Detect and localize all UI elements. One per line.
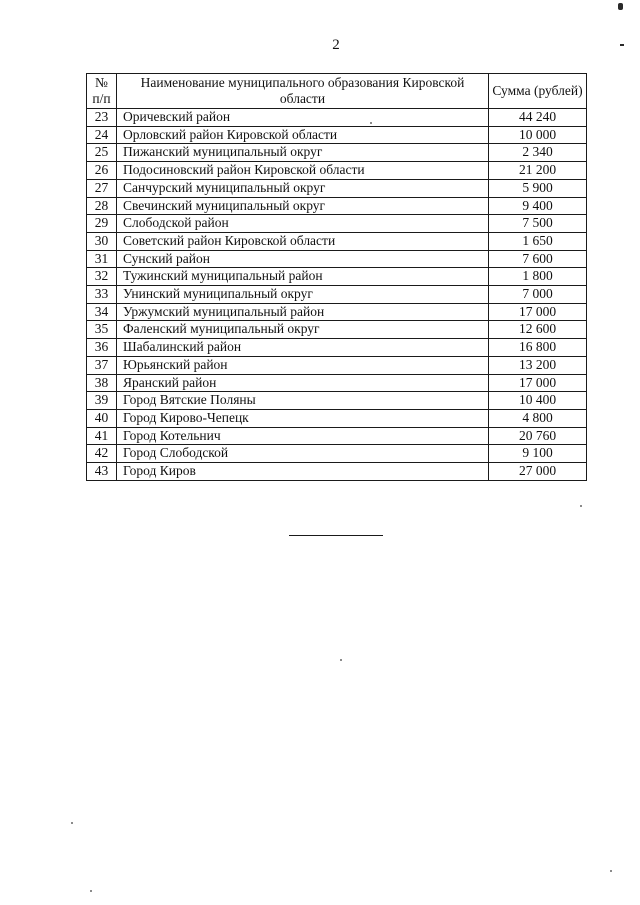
row-municipality-name: Шабалинский район xyxy=(117,339,489,357)
row-sum: 13 200 xyxy=(489,356,587,374)
row-number: 36 xyxy=(87,339,117,357)
row-municipality-name: Советский район Кировской области xyxy=(117,232,489,250)
row-sum: 10 000 xyxy=(489,126,587,144)
row-number: 37 xyxy=(87,356,117,374)
row-sum: 21 200 xyxy=(489,162,587,180)
row-number: 31 xyxy=(87,250,117,268)
row-municipality-name: Орловский район Кировской области xyxy=(117,126,489,144)
row-sum: 17 000 xyxy=(489,374,587,392)
scan-speck xyxy=(90,890,92,892)
row-municipality-name: Город Кирово-Чепецк xyxy=(117,409,489,427)
row-municipality-name: Санчурский муниципальный округ xyxy=(117,179,489,197)
page-number: 2 xyxy=(332,37,340,53)
scan-speck xyxy=(370,122,372,124)
table-row xyxy=(87,268,587,286)
row-municipality-name: Уржумский муниципальный район xyxy=(117,303,489,321)
row-number: 24 xyxy=(87,126,117,144)
end-of-document-line xyxy=(289,535,383,536)
row-sum: 20 760 xyxy=(489,427,587,445)
row-sum: 1 800 xyxy=(489,268,587,286)
row-number: 41 xyxy=(87,427,117,445)
row-number: 40 xyxy=(87,409,117,427)
row-number: 26 xyxy=(87,162,117,180)
table-row xyxy=(87,144,587,162)
table-header-row xyxy=(87,74,587,109)
table-row xyxy=(87,321,587,339)
row-municipality-name: Юрьянский район xyxy=(117,356,489,374)
header-sum: Сумма (рублей) xyxy=(489,74,587,109)
row-sum: 5 900 xyxy=(489,179,587,197)
row-sum: 9 100 xyxy=(489,445,587,463)
table-row xyxy=(87,374,587,392)
table-row xyxy=(87,392,587,410)
row-sum: 27 000 xyxy=(489,463,587,481)
row-municipality-name: Город Вятские Поляны xyxy=(117,392,489,410)
row-number: 23 xyxy=(87,109,117,127)
table-row xyxy=(87,356,587,374)
row-number: 33 xyxy=(87,286,117,304)
scan-speck xyxy=(580,505,582,507)
row-sum: 12 600 xyxy=(489,321,587,339)
row-municipality-name: Унинский муниципальный округ xyxy=(117,286,489,304)
table-row xyxy=(87,126,587,144)
row-municipality-name: Город Котельнич xyxy=(117,427,489,445)
row-municipality-name: Оричевский район xyxy=(117,109,489,127)
scan-artifact-mark xyxy=(618,3,623,10)
table-row xyxy=(87,427,587,445)
row-municipality-name: Свечинский муниципальный округ xyxy=(117,197,489,215)
table-row xyxy=(87,463,587,481)
row-municipality-name: Город Киров xyxy=(117,463,489,481)
row-number: 35 xyxy=(87,321,117,339)
row-municipality-name: Сунский район xyxy=(117,250,489,268)
header-name: Наименование муниципального образования Кировской области xyxy=(117,74,489,109)
allocation-table xyxy=(86,73,587,481)
row-sum: 7 600 xyxy=(489,250,587,268)
row-municipality-name: Яранский район xyxy=(117,374,489,392)
row-sum: 17 000 xyxy=(489,303,587,321)
row-number: 43 xyxy=(87,463,117,481)
row-number: 42 xyxy=(87,445,117,463)
row-number: 25 xyxy=(87,144,117,162)
header-number: № п/п xyxy=(87,74,117,109)
row-sum: 16 800 xyxy=(489,339,587,357)
row-municipality-name: Слободской район xyxy=(117,215,489,233)
table-row xyxy=(87,286,587,304)
table-row xyxy=(87,409,587,427)
row-sum: 7 500 xyxy=(489,215,587,233)
row-municipality-name: Город Слободской xyxy=(117,445,489,463)
table-row xyxy=(87,215,587,233)
row-number: 38 xyxy=(87,374,117,392)
row-sum: 4 800 xyxy=(489,409,587,427)
row-number: 30 xyxy=(87,232,117,250)
table-row xyxy=(87,109,587,127)
row-municipality-name: Подосиновский район Кировской области xyxy=(117,162,489,180)
table-row xyxy=(87,445,587,463)
row-number: 34 xyxy=(87,303,117,321)
row-sum: 2 340 xyxy=(489,144,587,162)
table-row xyxy=(87,162,587,180)
table-row xyxy=(87,303,587,321)
table-row xyxy=(87,232,587,250)
row-number: 27 xyxy=(87,179,117,197)
row-sum: 1 650 xyxy=(489,232,587,250)
table-row xyxy=(87,339,587,357)
row-number: 32 xyxy=(87,268,117,286)
table-body xyxy=(87,109,587,481)
table-row xyxy=(87,179,587,197)
row-municipality-name: Фаленский муниципальный округ xyxy=(117,321,489,339)
row-sum: 10 400 xyxy=(489,392,587,410)
scan-speck xyxy=(610,870,612,872)
row-sum: 7 000 xyxy=(489,286,587,304)
row-sum: 9 400 xyxy=(489,197,587,215)
scan-speck xyxy=(340,659,342,661)
table-row xyxy=(87,197,587,215)
row-number: 29 xyxy=(87,215,117,233)
row-number: 28 xyxy=(87,197,117,215)
row-municipality-name: Тужинский муниципальный район xyxy=(117,268,489,286)
scan-speck xyxy=(71,822,73,824)
row-number: 39 xyxy=(87,392,117,410)
row-municipality-name: Пижанский муниципальный округ xyxy=(117,144,489,162)
row-sum: 44 240 xyxy=(489,109,587,127)
table-row xyxy=(87,250,587,268)
